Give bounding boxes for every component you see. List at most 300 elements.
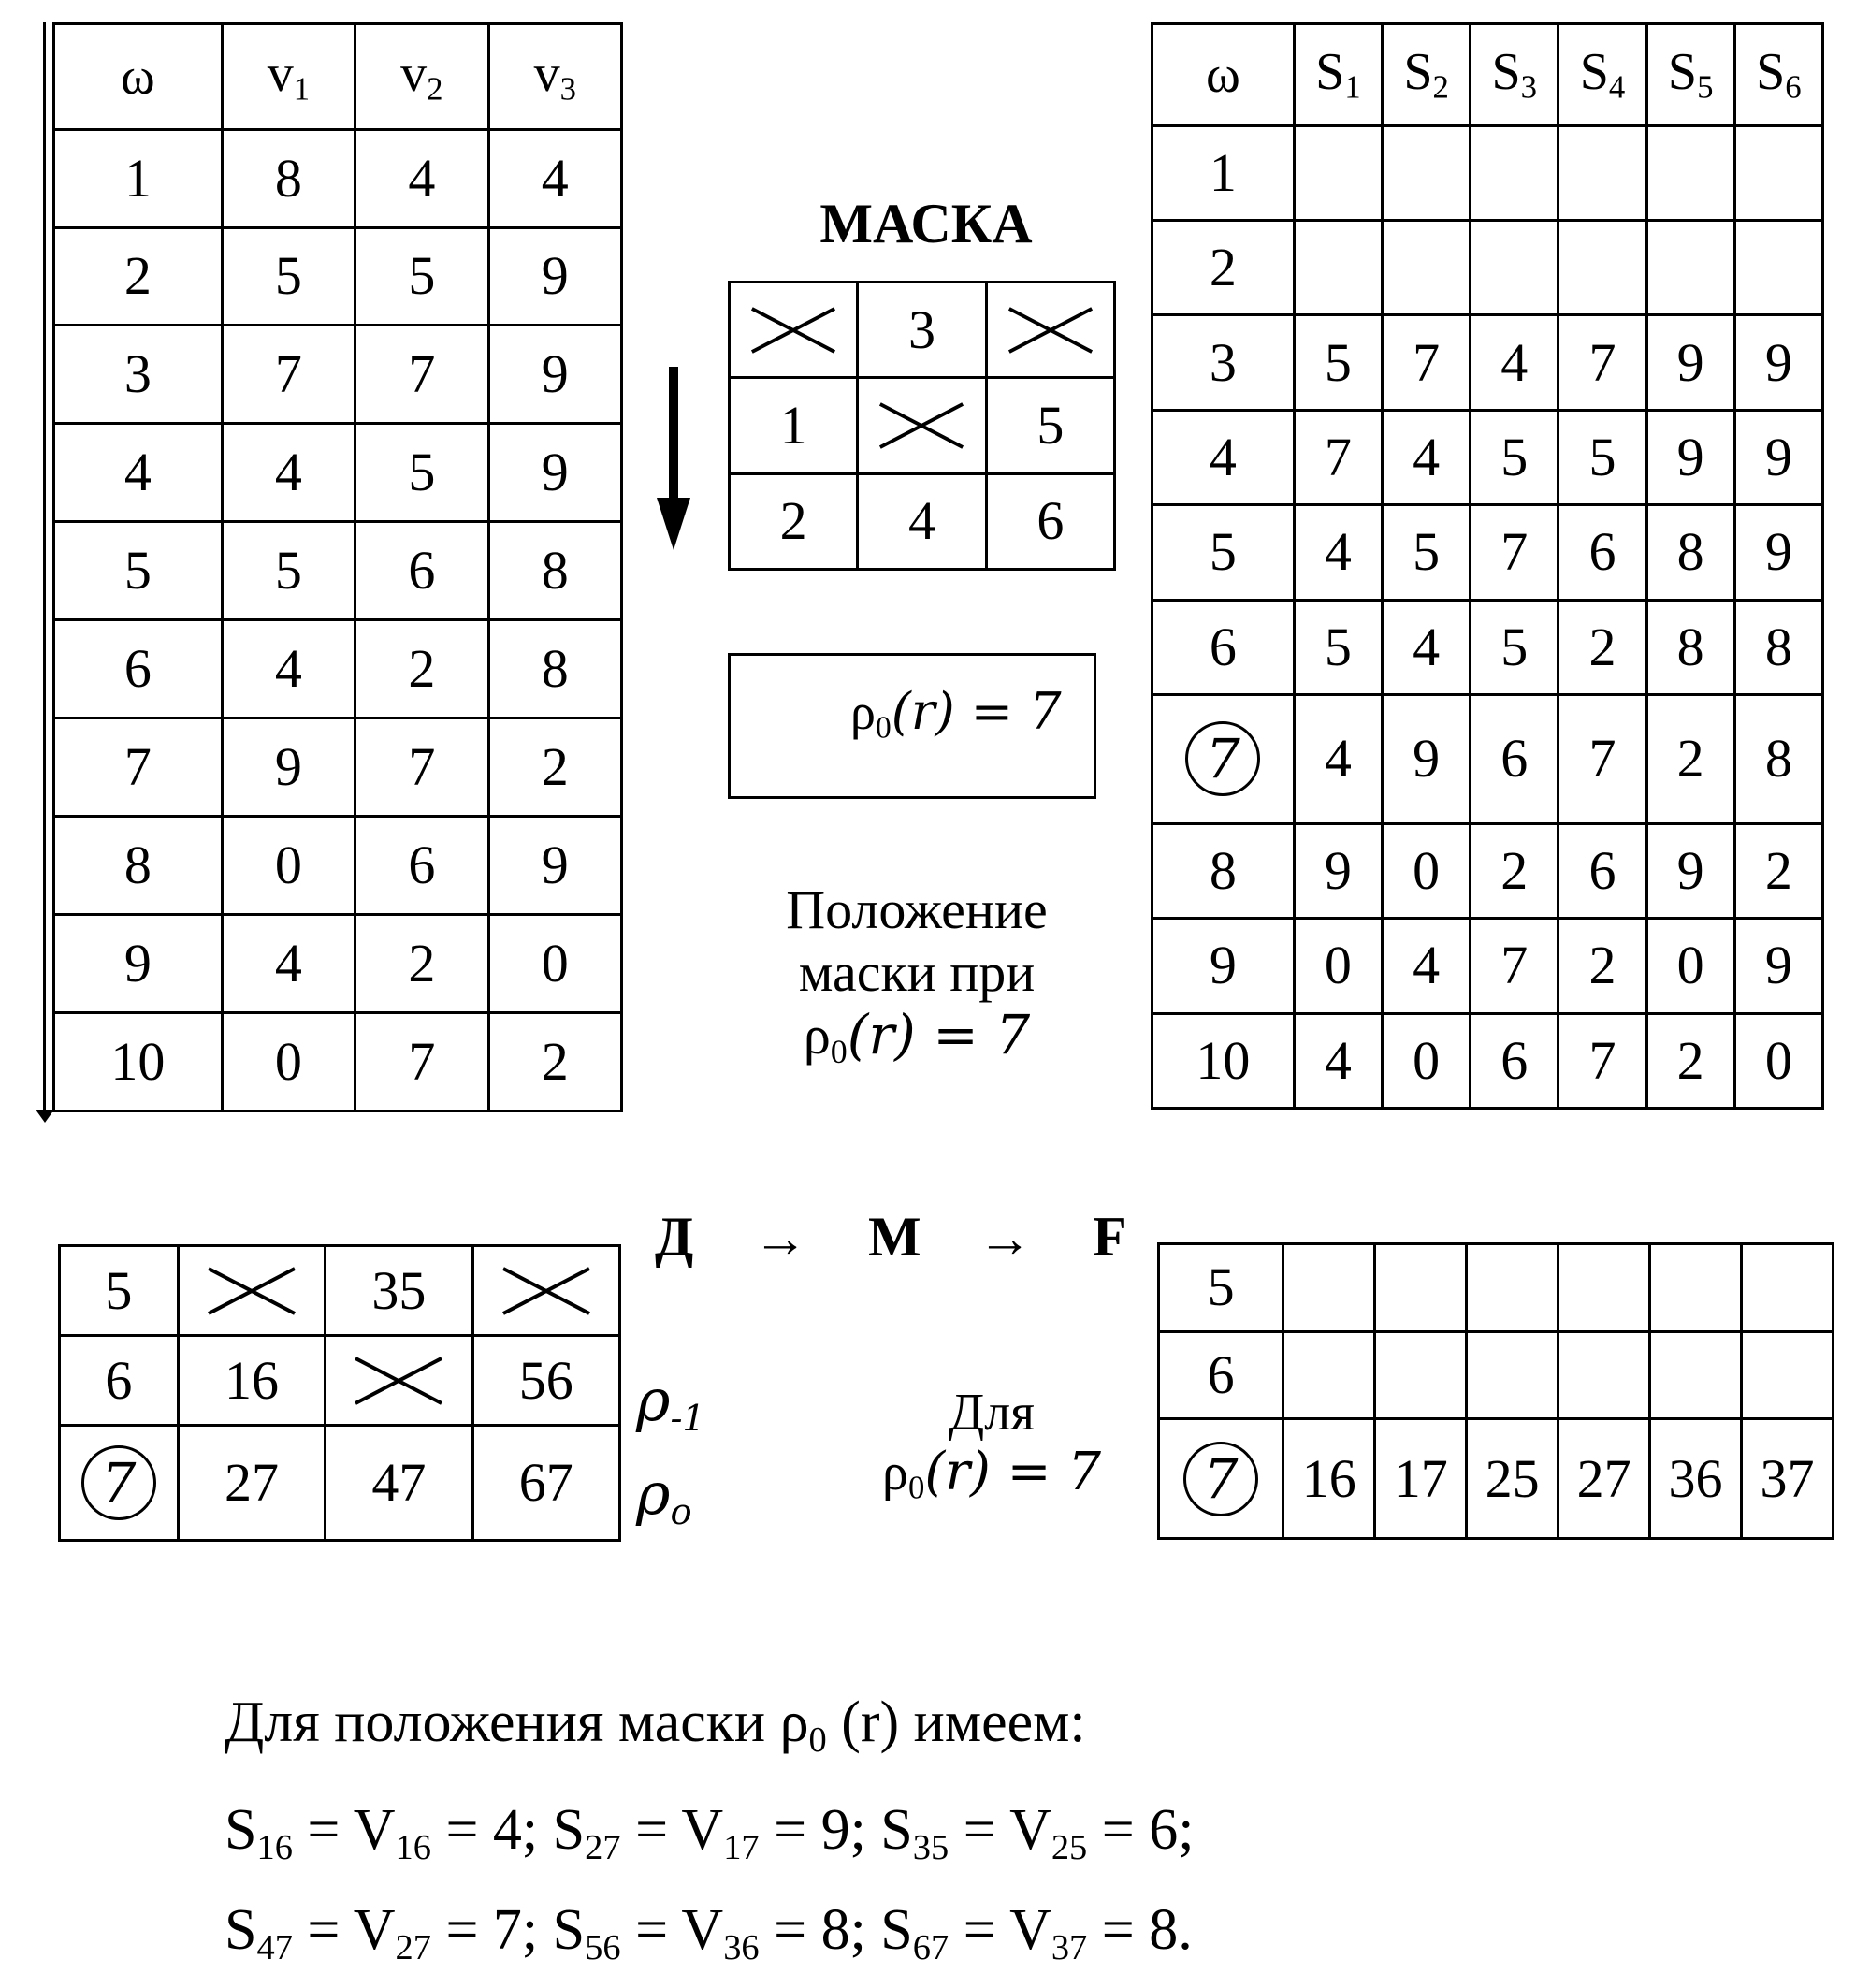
table-cell [1382, 1013, 1470, 1108]
table-cell [1382, 221, 1470, 315]
cell-value: 6 [408, 540, 436, 602]
cell-value: 4 [1413, 616, 1441, 677]
table-cell [1558, 221, 1646, 315]
cell-value: 8 [541, 638, 569, 700]
d-table [58, 1244, 621, 1542]
cell-value: 9 [1324, 839, 1352, 901]
formula-subscript: 27 [395, 1927, 431, 1967]
flow-m: М [868, 1206, 921, 1268]
table-cell [355, 424, 488, 522]
mask-table [728, 281, 1116, 571]
column-header: $S_6$ [1734, 24, 1822, 126]
table-cell [1558, 505, 1646, 600]
table-row [54, 129, 622, 227]
for-caption-line1: Для [949, 1384, 1035, 1442]
cell-value: 5 [1413, 521, 1441, 583]
header-row [1152, 24, 1823, 126]
cell-value: 9 [1676, 426, 1704, 487]
table-cell [178, 1246, 325, 1336]
cell-value: 27 [225, 1452, 280, 1514]
table-cell [54, 129, 223, 227]
cell-value: 0 [1324, 935, 1352, 996]
mask-cell [986, 473, 1114, 569]
table-row [1152, 694, 1823, 823]
cell-value: 5 [1324, 616, 1352, 677]
table-cell [54, 620, 223, 718]
cell-value: 0 [274, 1031, 302, 1092]
formula-subscript: 35 [912, 1827, 949, 1867]
mask-cell [730, 378, 858, 473]
cell-value: 6 [408, 834, 436, 896]
circled-row-index: 7 [1185, 721, 1260, 796]
table-cell [355, 915, 488, 1013]
cell-value: 47 [371, 1452, 427, 1514]
table-cell [1734, 315, 1822, 410]
cell-value: 4 [1413, 935, 1441, 996]
column-header: $v_1$ [222, 24, 355, 130]
position-caption [730, 879, 1104, 1072]
cell-value: 5 [1500, 616, 1529, 677]
cell-value: 7 [1588, 728, 1616, 790]
table-cell [1650, 1419, 1742, 1539]
formula-text: = V [292, 1898, 396, 1962]
table-cell [1382, 600, 1470, 694]
table-cell [1646, 1013, 1734, 1108]
cell-value: 4 [1324, 1029, 1352, 1091]
cell-value: 9 [1764, 331, 1792, 393]
table-cell [222, 326, 355, 424]
v-table-arrow-tip [36, 1110, 54, 1123]
table-cell [1646, 125, 1734, 220]
cell-value: 8 [1676, 521, 1704, 583]
formula-text: = 8; S [759, 1898, 913, 1962]
table-row [1152, 1013, 1823, 1108]
cell-value: 5 [274, 540, 302, 602]
position-caption-line2: маски при [798, 941, 1036, 1003]
formula-text: = V [949, 1898, 1051, 1962]
row-index: 6 [1209, 616, 1237, 677]
cell-value: 7 [1413, 331, 1441, 393]
formula-subscript: 67 [912, 1927, 949, 1967]
row-index: 7 [123, 736, 152, 798]
table-cell [60, 1336, 179, 1426]
table-cell [1152, 315, 1295, 410]
table-cell [1742, 1331, 1834, 1419]
mask-value: 1 [779, 394, 807, 456]
formula-text: = 9; S [759, 1798, 913, 1862]
table-cell [1159, 1419, 1283, 1539]
mask-cell [730, 473, 858, 569]
cell-value: 7 [408, 736, 436, 798]
table-cell [54, 227, 223, 326]
row-index: 9 [1209, 935, 1237, 996]
cell-value: 9 [1676, 331, 1704, 393]
table-cell [1558, 1244, 1650, 1332]
cell-value: 8 [1676, 616, 1704, 677]
table-cell [1152, 823, 1295, 918]
cell-value: 7 [408, 343, 436, 405]
formula-text: = V [620, 1898, 724, 1962]
table-cell [1283, 1244, 1375, 1332]
cell-value: 7 [274, 343, 302, 405]
table-cell [1382, 315, 1470, 410]
table-cell [1471, 694, 1558, 823]
table-cell [488, 326, 621, 424]
table-cell [1294, 1013, 1382, 1108]
row-index: 5 [123, 540, 152, 602]
table-cell [1294, 125, 1382, 220]
table-cell [1558, 600, 1646, 694]
table-cell [1734, 505, 1822, 600]
row-index: 6 [1207, 1344, 1235, 1406]
table-cell [1734, 1013, 1822, 1108]
cell-value: 5 [408, 245, 436, 307]
row-index: 5 [1209, 521, 1237, 583]
mask-cell [730, 283, 858, 378]
table-cell [1375, 1419, 1467, 1539]
cell-value: 7 [1500, 521, 1529, 583]
table-cell [1152, 505, 1295, 600]
table-cell [355, 620, 488, 718]
table-cell [1283, 1331, 1375, 1419]
table-cell [1294, 505, 1382, 600]
table-cell [1471, 1013, 1558, 1108]
cell-value: 16 [225, 1349, 280, 1411]
table-cell [1734, 410, 1822, 504]
mask-row [730, 283, 1115, 378]
table-cell [1294, 221, 1382, 315]
column-header: $S_2$ [1382, 24, 1470, 126]
table-cell [326, 1336, 472, 1426]
mask-title: МАСКА [819, 193, 1033, 254]
cell-value: 9 [1676, 839, 1704, 901]
table-cell [1382, 919, 1470, 1013]
cell-value: 2 [1500, 839, 1529, 901]
cell-value: 2 [1764, 839, 1792, 901]
table-cell [1152, 600, 1295, 694]
table-cell [1734, 823, 1822, 918]
mask-cell [986, 283, 1114, 378]
cell-value: 0 [541, 933, 569, 994]
cell-value: 4 [1500, 331, 1529, 393]
table-cell [54, 326, 223, 424]
cell-value: 2 [1588, 616, 1616, 677]
table-cell [472, 1336, 619, 1426]
table-cell [1467, 1244, 1558, 1332]
column-header: ω [1152, 24, 1295, 126]
table-row [1159, 1331, 1834, 1419]
table-cell [1650, 1244, 1742, 1332]
formula-text: = 4; S [430, 1798, 586, 1862]
table-cell [222, 227, 355, 326]
table-cell [1152, 1013, 1295, 1108]
row-index: 5 [1207, 1256, 1235, 1318]
summary-line-3 [225, 1898, 1193, 1967]
cell-value: 0 [1764, 1029, 1792, 1091]
table-cell [1558, 823, 1646, 918]
table-cell [1471, 823, 1558, 918]
cell-value: 27 [1576, 1447, 1631, 1509]
formula-text: = V [292, 1798, 396, 1862]
mask-row [730, 378, 1115, 473]
table-cell [1471, 315, 1558, 410]
cross-mark-icon [748, 303, 838, 357]
down-arrow-icon [653, 367, 694, 554]
header-row [54, 24, 622, 130]
cell-value: 4 [1413, 426, 1441, 487]
flow-d: Д [655, 1206, 694, 1268]
cross-mark-icon [205, 1262, 298, 1320]
cell-value: 9 [274, 736, 302, 798]
table-cell [1382, 694, 1470, 823]
for-caption [870, 1383, 1113, 1507]
table-cell [1558, 1013, 1646, 1108]
row-index: 8 [123, 834, 152, 896]
table-row [60, 1336, 620, 1426]
cell-value: 4 [541, 147, 569, 209]
v-table [52, 22, 623, 1112]
table-cell [326, 1246, 472, 1336]
table-cell [1294, 919, 1382, 1013]
f-table [1157, 1242, 1834, 1540]
cross-mark-icon [352, 1352, 445, 1410]
cell-value: 4 [274, 933, 302, 994]
table-cell [1646, 505, 1734, 600]
table-row [54, 522, 622, 620]
cell-value: 2 [1676, 1029, 1704, 1091]
cell-value: 9 [1764, 426, 1792, 487]
row-index: 1 [1209, 141, 1237, 203]
rho-minus-1-label: $\rho_{-1}$ [636, 1366, 705, 1440]
formula-subscript: 16 [256, 1827, 293, 1867]
cell-value: 25 [1485, 1447, 1540, 1509]
formula-text: S [225, 1898, 257, 1962]
table-cell [1294, 694, 1382, 823]
table-cell [54, 718, 223, 817]
summary-line-2 [225, 1798, 1195, 1867]
summary-intro: Для положения маски $\rho_0$ (r) имеем: [225, 1691, 1086, 1760]
table-cell [1382, 410, 1470, 504]
mask-value: 6 [1036, 490, 1065, 552]
formula-subscript: 37 [1051, 1927, 1088, 1967]
column-header: $S_3$ [1471, 24, 1558, 126]
table-cell [54, 817, 223, 915]
table-cell [1152, 125, 1295, 220]
cell-value: 0 [1413, 839, 1441, 901]
cell-value: 9 [1764, 935, 1792, 996]
table-cell [355, 326, 488, 424]
formula-text: = 6; [1087, 1798, 1195, 1862]
mask-value: 5 [1036, 394, 1065, 456]
table-cell [1471, 125, 1558, 220]
table-row [1152, 505, 1823, 600]
cell-value: 6 [1588, 839, 1616, 901]
row-index: 6 [123, 638, 152, 700]
table-cell [472, 1246, 619, 1336]
table-cell [1375, 1331, 1467, 1419]
table-cell [1294, 600, 1382, 694]
formula-text: S [225, 1798, 257, 1862]
row-index: 1 [123, 147, 152, 209]
mask-value: 3 [907, 298, 935, 360]
table-cell [1382, 823, 1470, 918]
cell-value: 37 [1760, 1447, 1815, 1509]
column-header: $S_1$ [1294, 24, 1382, 126]
table-row [60, 1246, 620, 1336]
cell-value: 5 [408, 442, 436, 503]
row-index: 3 [1209, 331, 1237, 393]
flow-f: F [1093, 1206, 1127, 1268]
table-cell [488, 718, 621, 817]
table-cell [1646, 919, 1734, 1013]
table-cell [222, 718, 355, 817]
cell-value: 7 [408, 1031, 436, 1092]
cell-value: 6 [1588, 521, 1616, 583]
v-table-left-rule [43, 22, 46, 1117]
formula-subscript: 56 [585, 1927, 621, 1967]
cell-value: 2 [1588, 935, 1616, 996]
table-cell [1471, 221, 1558, 315]
table-cell [1558, 919, 1646, 1013]
table-row [1159, 1244, 1834, 1332]
mask-cell [986, 378, 1114, 473]
table-row [1152, 823, 1823, 918]
cell-value: 4 [274, 442, 302, 503]
table-cell [1467, 1331, 1558, 1419]
table-cell [1734, 600, 1822, 694]
table-cell [355, 227, 488, 326]
table-cell [1646, 694, 1734, 823]
table-cell [222, 1013, 355, 1111]
cell-value: 2 [408, 933, 436, 994]
table-cell [1152, 694, 1295, 823]
cell-value: 0 [1413, 1029, 1441, 1091]
table-cell [1152, 410, 1295, 504]
cell-value: 4 [274, 638, 302, 700]
table-cell [355, 129, 488, 227]
table-cell [1558, 315, 1646, 410]
table-cell [355, 1013, 488, 1111]
mask-cell [858, 283, 986, 378]
table-row [1152, 221, 1823, 315]
table-cell [1382, 505, 1470, 600]
column-header: $S_4$ [1558, 24, 1646, 126]
table-cell [1471, 919, 1558, 1013]
cell-value: 2 [1676, 728, 1704, 790]
column-header: ω [54, 24, 223, 130]
cross-mark-icon [500, 1262, 593, 1320]
table-cell [54, 522, 223, 620]
row-index: 10 [110, 1031, 166, 1092]
table-row [1152, 315, 1823, 410]
row-index: 9 [123, 933, 152, 994]
flow-arrow-2: → [978, 1208, 1032, 1269]
table-cell [1650, 1331, 1742, 1419]
table-row [54, 620, 622, 718]
table-cell [1742, 1244, 1834, 1332]
cell-value: 0 [274, 834, 302, 896]
table-cell [1734, 221, 1822, 315]
table-cell [54, 1013, 223, 1111]
table-cell [222, 129, 355, 227]
cell-value: 9 [541, 245, 569, 307]
table-row [1152, 410, 1823, 504]
formula-subscript: 47 [256, 1927, 293, 1967]
table-row [54, 424, 622, 522]
cell-value: 9 [541, 343, 569, 405]
row-index: 10 [1196, 1029, 1251, 1091]
s-table [1151, 22, 1824, 1110]
table-cell [488, 424, 621, 522]
table-cell [488, 129, 621, 227]
cell-value: 8 [541, 540, 569, 602]
flow-arrow-1: → [753, 1208, 807, 1269]
table-cell [222, 817, 355, 915]
table-row [54, 817, 622, 915]
cell-value: 2 [541, 736, 569, 798]
table-cell [1734, 919, 1822, 1013]
cell-value: 8 [274, 147, 302, 209]
rho-0-label: $\rho_o$ [636, 1459, 692, 1533]
column-header: $S_5$ [1646, 24, 1734, 126]
cell-value: 36 [1668, 1447, 1723, 1509]
table-cell [1734, 694, 1822, 823]
table-cell [222, 522, 355, 620]
rho-box-text: $\rho_0(r) = 7$ [850, 682, 1062, 746]
table-cell [1294, 823, 1382, 918]
table-cell [1471, 600, 1558, 694]
row-index: 6 [105, 1349, 133, 1411]
table-cell [1283, 1419, 1375, 1539]
mask-row [730, 473, 1115, 569]
formula-subscript: 16 [395, 1827, 431, 1867]
circled-row-index: 7 [1183, 1442, 1258, 1516]
column-header: $v_3$ [488, 24, 621, 130]
table-cell [1471, 505, 1558, 600]
circled-row-index: 7 [81, 1445, 156, 1520]
formula-subscript: 27 [585, 1827, 621, 1867]
cell-value: 7 [1588, 331, 1616, 393]
formula-subscript: 25 [1051, 1827, 1088, 1867]
cell-value: 5 [274, 245, 302, 307]
cell-value: 9 [541, 442, 569, 503]
cell-value: 8 [1764, 728, 1792, 790]
table-cell [355, 522, 488, 620]
table-cell [1646, 221, 1734, 315]
cross-mark-icon [877, 399, 966, 453]
table-cell [1558, 694, 1646, 823]
table-cell [1558, 125, 1646, 220]
formula-subscript: 36 [723, 1927, 760, 1967]
formula-text: = 8. [1087, 1898, 1193, 1962]
table-row [1159, 1419, 1834, 1539]
table-cell [222, 915, 355, 1013]
table-cell [1646, 410, 1734, 504]
table-cell [178, 1336, 325, 1426]
cell-value: 4 [1324, 521, 1352, 583]
formula-text: = V [949, 1798, 1051, 1862]
table-row [54, 915, 622, 1013]
table-cell [1558, 1331, 1650, 1419]
table-cell [1558, 410, 1646, 504]
position-caption-line1: Положение [786, 879, 1048, 940]
table-cell [488, 1013, 621, 1111]
table-cell [472, 1426, 619, 1541]
table-cell [1294, 315, 1382, 410]
row-index: 4 [1209, 426, 1237, 487]
cell-value: 5 [1500, 426, 1529, 487]
cell-value: 8 [1764, 616, 1792, 677]
